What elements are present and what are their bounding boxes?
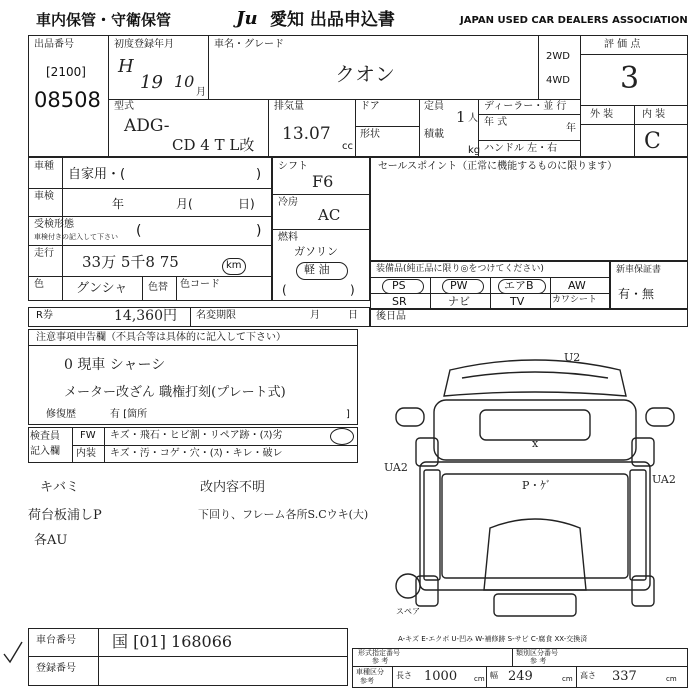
new-warranty-options: 有・無 [618,287,655,301]
load-label: 積載 [424,129,444,140]
model-label: 型式 [114,101,134,112]
equip-navi: ナビ [448,295,470,308]
equip-airbag: エアB [504,279,534,292]
chassis-label: 車台番号 [36,635,76,646]
fw-selected-circle [330,428,354,445]
width-unit: cm [562,675,573,683]
delivery-label: 後日品 [376,311,406,322]
receipt-open: ( [136,223,142,239]
inspector-note-3: 荷台板浦しP [28,508,102,523]
drive-4wd: 4WD [546,75,570,86]
diagram-legend: A-キズ E-エクボ U-凹み W-補修跡 S-サビ C-腐食 XX-交換済 [398,635,588,643]
diagram-u2-top: U2 [564,351,581,364]
mileage-unit: km [226,260,242,271]
color-repaint: 色替 [148,282,168,293]
shape-label: 形状 [360,129,380,140]
diagram-ua2-left: UA2 [384,461,408,474]
first-reg-month-unit: 月 [196,87,206,98]
equip-ps: PS [392,279,406,292]
inspector-note-4: 下回り、フレーム各所S.Cウキ(大) [198,508,369,521]
recycle-value: 14,360円 [114,308,177,324]
width-value: 249 [508,669,533,684]
notes-line-2: メーター改ざん 職権打刻(プレート式) [64,385,286,400]
doors-label: ドア [360,101,380,112]
dealer-label: ディーラー・並 行 [484,101,567,112]
equipment-label: 装備品(純正品に限り◎をつけてください) [376,264,544,274]
storage-label: 車内保管・守衛保管 [36,11,172,29]
score-label: 評 価 点 [604,39,641,50]
register-label: 登録番号 [36,663,76,674]
capacity-value: 1 [456,108,466,126]
displacement-label: 排気量 [274,101,304,112]
equip-aw: AW [568,279,586,292]
exterior-label: 外 装 [590,109,614,120]
repair-history-label: 修復歴 [46,409,76,420]
interior-value: C [644,129,661,154]
inspector-in-items: キズ・汚・コゲ・穴・(ｽ)・キレ・破レ [110,448,283,459]
dealer-year-unit: 年 [566,123,576,134]
car-name-value: クオン [335,62,395,86]
model-value-1: ADG- [124,116,170,136]
length-unit: cm [474,675,485,683]
mileage-label: 走行 [34,248,54,259]
inspector-label-2: 記入欄 [30,446,60,457]
repair-history-close: ] [346,409,350,420]
usage-value: 自家用・( [68,167,126,182]
height-unit: cm [666,675,677,683]
handle-label: ハンドル 左・右 [484,143,558,154]
shift-value: F6 [312,172,334,191]
diagram-ua2-right: UA2 [652,473,676,486]
spec-sub: 参 考 [372,657,389,665]
lot-label: 出品番号 [34,39,74,50]
expiry-month: 月 [310,310,320,321]
expiry-day: 日 [348,310,358,321]
fuel-label: 燃料 [278,232,298,243]
sales-point-box [370,157,688,261]
dealer-year-label: 年 式 [484,117,508,128]
first-reg-month: 10 [174,72,195,91]
height-value: 337 [612,669,637,684]
repair-history-value: 有 [箇所 [110,409,148,420]
inspector-fw-label: FW [80,430,96,441]
class-sub: 参 考 [530,657,547,665]
lot-number: 08508 [34,88,101,112]
recycle-label: R券 [36,310,53,321]
width-label: 幅 [490,671,498,680]
inspector-note-2: 改内容不明 [200,480,266,495]
inspection-day: 日) [238,197,255,211]
height-label: 高さ [580,671,596,680]
mileage-value: 33万 5千8 75 [82,253,179,271]
notes-box [28,329,358,425]
color-label: 色 [34,279,44,290]
first-reg-label: 初度登録年月 [114,39,174,50]
margin-check-mark [2,640,24,664]
notes-line-1: 0 現車 シャーシ [64,357,166,373]
delivery-box [370,309,688,327]
interior-label: 内 装 [642,109,666,120]
car-name-label: 車名・グレード [214,39,284,50]
receipt-note: 車検付きの記入して下さい [34,233,118,241]
class-label: 類別区分番号 [516,649,558,657]
drive-2wd: 2WD [546,51,570,62]
usage-close: ) [256,167,262,182]
load-unit: kg [468,145,481,156]
expiry-label: 名変期限 [196,310,236,321]
equip-pw: PW [450,279,468,292]
first-reg-era: H [118,56,134,77]
first-reg-year: 19 [140,72,163,93]
inspection-label: 車検 [34,191,54,202]
inspector-label-1: 検査員 [30,431,60,442]
inspector-note-5: 各AU [34,533,68,548]
ju-logo: Ju [236,8,258,29]
inspector-fw-items: キズ・飛石・ヒビ割・リペア跡・(ｽ)劣 [110,430,283,441]
notes-label: 注意事項申告欄（不具合等は具体的に記入して下さい） [36,332,286,343]
inspector-note-1: キバミ [40,480,80,495]
equip-tv: TV [510,295,525,308]
fuel-close: ) [350,283,355,297]
fuel-selected: 軽 油 [304,263,330,276]
length-value: 1000 [424,669,458,684]
form-title: 愛知 出品申込書 [270,10,395,30]
displacement-value: 13.07 [282,124,331,144]
color-code-label: 色コード [180,279,220,290]
capacity-label: 定員 [424,101,444,112]
equip-leather: カワシート [552,295,598,305]
spec-label: 形式指定番号 [358,649,400,657]
displacement-unit: cc [342,141,353,152]
chassis-value: 国 [01] 168066 [112,632,233,651]
length-label: 長さ [396,671,412,680]
score-value: 3 [620,61,640,96]
color-value: グンシャ [76,281,128,296]
diagram-center-note: P・ｹﾞ [522,479,552,492]
aircon-label: 冷房 [278,197,298,208]
vehicle-class-ref: 参考 [360,677,374,685]
diagram-x-mark: x [532,437,539,450]
diagram-spare-label: スペア [396,607,420,616]
capacity-unit: 人 [468,113,478,124]
vehicle-class-label: 車種区分 [356,668,384,676]
receipt-close: ) [256,223,262,239]
fuel-open: ( [282,283,287,297]
shift-label: シフト [278,161,308,172]
model-value-2: CD 4 T L改 [172,136,255,154]
new-warranty-label: 新車保証書 [616,265,662,275]
fuel-value: ガソリン [294,245,338,258]
usage-label: 車種 [34,161,54,172]
equip-sr: SR [392,295,407,308]
inspector-in-label: 内装 [76,448,96,459]
inspection-year: 年 [112,197,125,211]
association-name: JAPAN USED CAR DEALERS ASSOCIATION [460,15,688,26]
sales-point-label: セールスポイント（正常に機能するものに限ります） [378,161,618,172]
lot-code: [2100] [46,65,86,79]
aircon-value: AC [318,206,341,224]
receipt-label: 受検形態 [34,219,74,230]
inspection-month: 月( [176,197,193,211]
